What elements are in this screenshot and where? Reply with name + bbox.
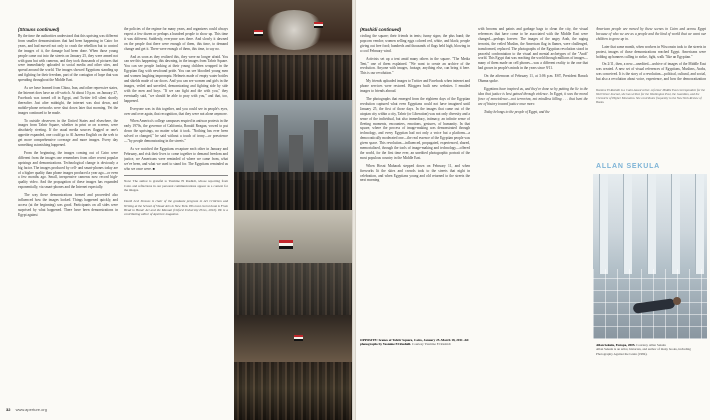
sekula-caption-body: Allan Sekula is an artist, historian, and author of many books, including Photography Against the Grain (1984). — [596, 347, 691, 356]
paragraph: When Hosni Mubarak stepped down on February 11, and when fireworks lit the skies and crowds took to the streets that night in celebration, and when Egyptians young and old returned to the streets the next morning — [360, 163, 470, 183]
photo-caption-text: OPPOSITE: Scenes of Tahrir Square, Cairo, January 25–March 18, 2011. All photographs by Yasmine El Rashidi. — [360, 338, 469, 347]
obama-quote: Egyptians have inspired us, and they've done so by putting the lie to the idea that justice is best gained through violence. In Egypt, it was the moral force of nonviolence—not terrorism, not mindless killing . . . that bent the arc of history toward justice once more. — [478, 86, 588, 106]
right-column-1 — [360, 34, 470, 324]
photo-caption-credit: Courtesy Yasmine El Rashidi — [411, 342, 451, 347]
paragraph: My friends uploaded images to Twitter and Facebook when internet and phone services were restored. Bloggers built new websites. I emailed images to friends abroad. — [360, 79, 470, 94]
photo-crowd-night — [234, 0, 352, 100]
page-number: 32 — [6, 407, 11, 412]
photo-tents — [234, 210, 352, 315]
paragraph: To outside observers in the United States and elsewhere, the images from Tahrir Square, whether in print or on screens, were absolutely riveting. If the usual media sources flagged or one's appetite expanded, one could go to Al Jazeera English on the web to get more comprehensive coverage and more images. Every day something astonishing happened. — [18, 118, 118, 148]
author-bio: David Levi Strauss is chair of the graduate program in Art Criticism and Writing at the School of Visual Arts in New York. His most recent book is From Head to Hand: Art and the Manual (Oxford University Press, 2010). He is a contributing editor of Aperture magazine. — [124, 199, 228, 217]
paragraph: As we have learned from China, Iran, and other repressive states, the Internet does have an off-switch. At about 10 p.m. on January 27, Facebook was turned off in Egypt, and Twitter fell silent shortly thereafter. Just after midnight, the internet was shut down, and mobile-phone networks were shut down later that morning. Yet the images continued to be made. — [18, 86, 118, 115]
left-page-header: (Strauss continued) — [18, 27, 60, 32]
paragraph: On the afternoon of February 11, at 3:06 p.m. EST, President Barack Obama spoke. — [478, 74, 588, 84]
paragraph: circling the square; their friends in tents; funny signs; the plus band; the popcorn vendor; women selling eggs colored red, white, and black; people giving out free food; hundreds and thousands of flags held high, blowing in a cool February wind. — [360, 34, 470, 53]
paragraph: Later that same month, when workers in Wisconsin took to the streets in protest, images of those demonstrations reached Egypt. Americans were holding up banners calling to strike, fight, walk "like an Egyptian." — [596, 44, 706, 59]
paragraph: By the time the authorities understood that this uprising was different from smaller demonstrations that had been happening in Cairo for years, and had moved not only to crush the rebellion but to control the images of it, the damage had been done. When those young people came out into the streets on January 25, they were armed not with guns but with cameras, and they took thousands of pictures that were immediately uploaded to social media and other sites, and spread around the world. The images showed Egyptians standing up and fighting for their freedom, part of the contagion of hope that was spreading throughout the Middle East. — [18, 34, 118, 83]
right-page — [356, 0, 710, 420]
paragraph: The photographs that emerged from the eighteen days of the Egyptian revolution captured what even Egyptians could not have imagined until January 25, the first of those days. In the images that came out of the utopian city within a city, Tahrir (or Liberation) was not only diversity and a sense of the individual, but also immediacy, intimacy, an infinite sense of fleeting moments, encounters, emotions, gestures, of humanity. In that square, where the process of image-making was demonstrated through technology, and every Egyptian had not only a voice but a platform—a democratically moderated one—the real essence of the Egyptian people was given space. This revolution—influenced, propagated, experienced, shared, memorialized, through the tools of image-making and technology—offered the world, for the first time ever, an unedited photographic portrait of the most populous country in the Middle East. — [360, 96, 470, 160]
left-column-1 — [18, 34, 118, 394]
right-column-2 — [478, 27, 588, 399]
sekula-caption-credit: Courtesy Allan Sekula — [636, 343, 666, 347]
site-url[interactable]: www.aperture.org — [15, 407, 47, 412]
paragraph: the policies of the regime for many years, and organizers could always expect a few dozen or perhaps a hundred people to show up. This time it was different. Suddenly, everyone was there. And slowly it dawned on the people that there were enough of them, this time, to demand change and get it. There were enough of them, this time, to say no. — [124, 27, 228, 51]
right-page-header: (Rashidi continued) — [360, 27, 401, 32]
sekula-caption-title: Allan Sekula, Europa, 2005. — [596, 343, 636, 347]
paragraph: When America's college campuses erupted in antiwar protests in the early 1970s, the governor of California, Ronald Reagan, vowed to put down the uprisings, no matter what it took. "Nothing has ever been solved or changed," he said without a touch of irony—or prescience—"by people demonstrating in the streets." — [124, 119, 228, 144]
paragraph: American people are moved by these scenes in Cairo and across Egypt because of who we are as a people and the kind of world that we want our children to grow up in. — [596, 27, 706, 41]
sekula-photo — [593, 174, 707, 339]
paragraph: From the beginning, the images coming out of Cairo were different from the images one remembers from other recent popular uprisings and demonstrations. Technological change is obviously a big factor. The images produced by cell- and smart-phones today are of a higher quality than phone images produced a year ago—or even a few months ago. Small, inexpensive cameras now record high-quality video. And the propagation of these images has expanded exponentially, via smart-phones and the Internet especially. — [18, 150, 118, 190]
paragraph: The way these demonstrations formed and proceeded also influenced how the images looked. Things happened quickly, and access (at the beginning) was good. Participants on all sides were surprised by what happened. There have been demonstrations in Egypt against — [18, 193, 118, 217]
paragraph: Everyone was in this together, and you could see in people's eyes, over and over again, that recognition, that they were not alone anymore. — [124, 106, 228, 116]
right-column-3 — [596, 27, 706, 82]
photo-protesters — [234, 315, 352, 420]
paragraph: As we watched the Egyptians recapture each other in January and February, and risk their lives to come together to demand freedom and justice, we Americans were reminded of where we came from, what we've been, and what we used to stand for. The Egyptians reminded us who we once were. ■ — [124, 146, 228, 171]
paragraph: Activists set up a tent amid many others in the square. "The Media Tent," one of them explained. "We want to create an archive of the revolution. Anyone with images, footage, anything else, can bring it here. This is our revolution." — [360, 56, 470, 76]
photo-square-buildings — [234, 100, 352, 210]
author-note: Note: The author is grateful to Yasmine El Rashidi, whose reporting from Cairo and reflections in our personal communications appear as a context for the images. — [124, 175, 228, 192]
photo-caption — [360, 338, 470, 347]
paragraph: On 2/11, then, a new—unedited—archive of images of the Middle East was created. A new set of visual references of Egyptians, Muslims, Arabs, was conceived. It is the story of a revolution—political, cultural, and social, but also a revolution about voice, experience, and how the democratization — [596, 62, 706, 82]
left-page — [0, 0, 352, 420]
author-bio: Yasmine El Rashidi is a Cairo-based writer. A former Middle East correspondent for the Wall Street Journal, she has written for the Washington Post, the Guardian, and the Chronicle of Higher Education. She contributes frequently to the New York Review of Books. — [596, 88, 706, 104]
paragraph: with brooms and paints and garbage bags to clean the city, the visual references that have come to be associated with the Middle East were changed—perhaps forever. The images of the angry Arab, the raging terrorist, the veiled Muslim, the American flag in flames, were challenged, transformed, replaced. The photographs of the Egyptian revolution stood in peaceful confrontation to the visual and mental archetypes of the "Arab" world. This Egypt that was reaching the world through millions of images—many of them made on cell phones—was a different reality to the one that had grown in people's minds in the years since 9/11. — [478, 27, 588, 71]
left-column-2 — [124, 27, 228, 399]
obama-quote: Today belongs to the people of Egypt, and the — [484, 109, 550, 114]
sekula-heading: ALLAN SEKULA — [596, 163, 661, 170]
sekula-caption — [596, 343, 706, 356]
page-footer — [6, 407, 47, 412]
paragraph: And as soon as they realized this, they were no longer afraid. You can see this happening; this dawning, in the images from Tahrir Square. You can see people looking at their young children wrapped in the Egyptian flag with newfound pride. You can see bloodied young men and women laughing impromptu. Helmets made of empty water bottles and shields made of car doors. And you can see women and girls in the images, veiled and unveiled, demonstrating and fighting side by side with the men and boys. "If we can fight and die with you," they eventually said, "we should be able to pray with you," and that, too, happened. — [124, 54, 228, 103]
photo-strip — [234, 0, 352, 420]
